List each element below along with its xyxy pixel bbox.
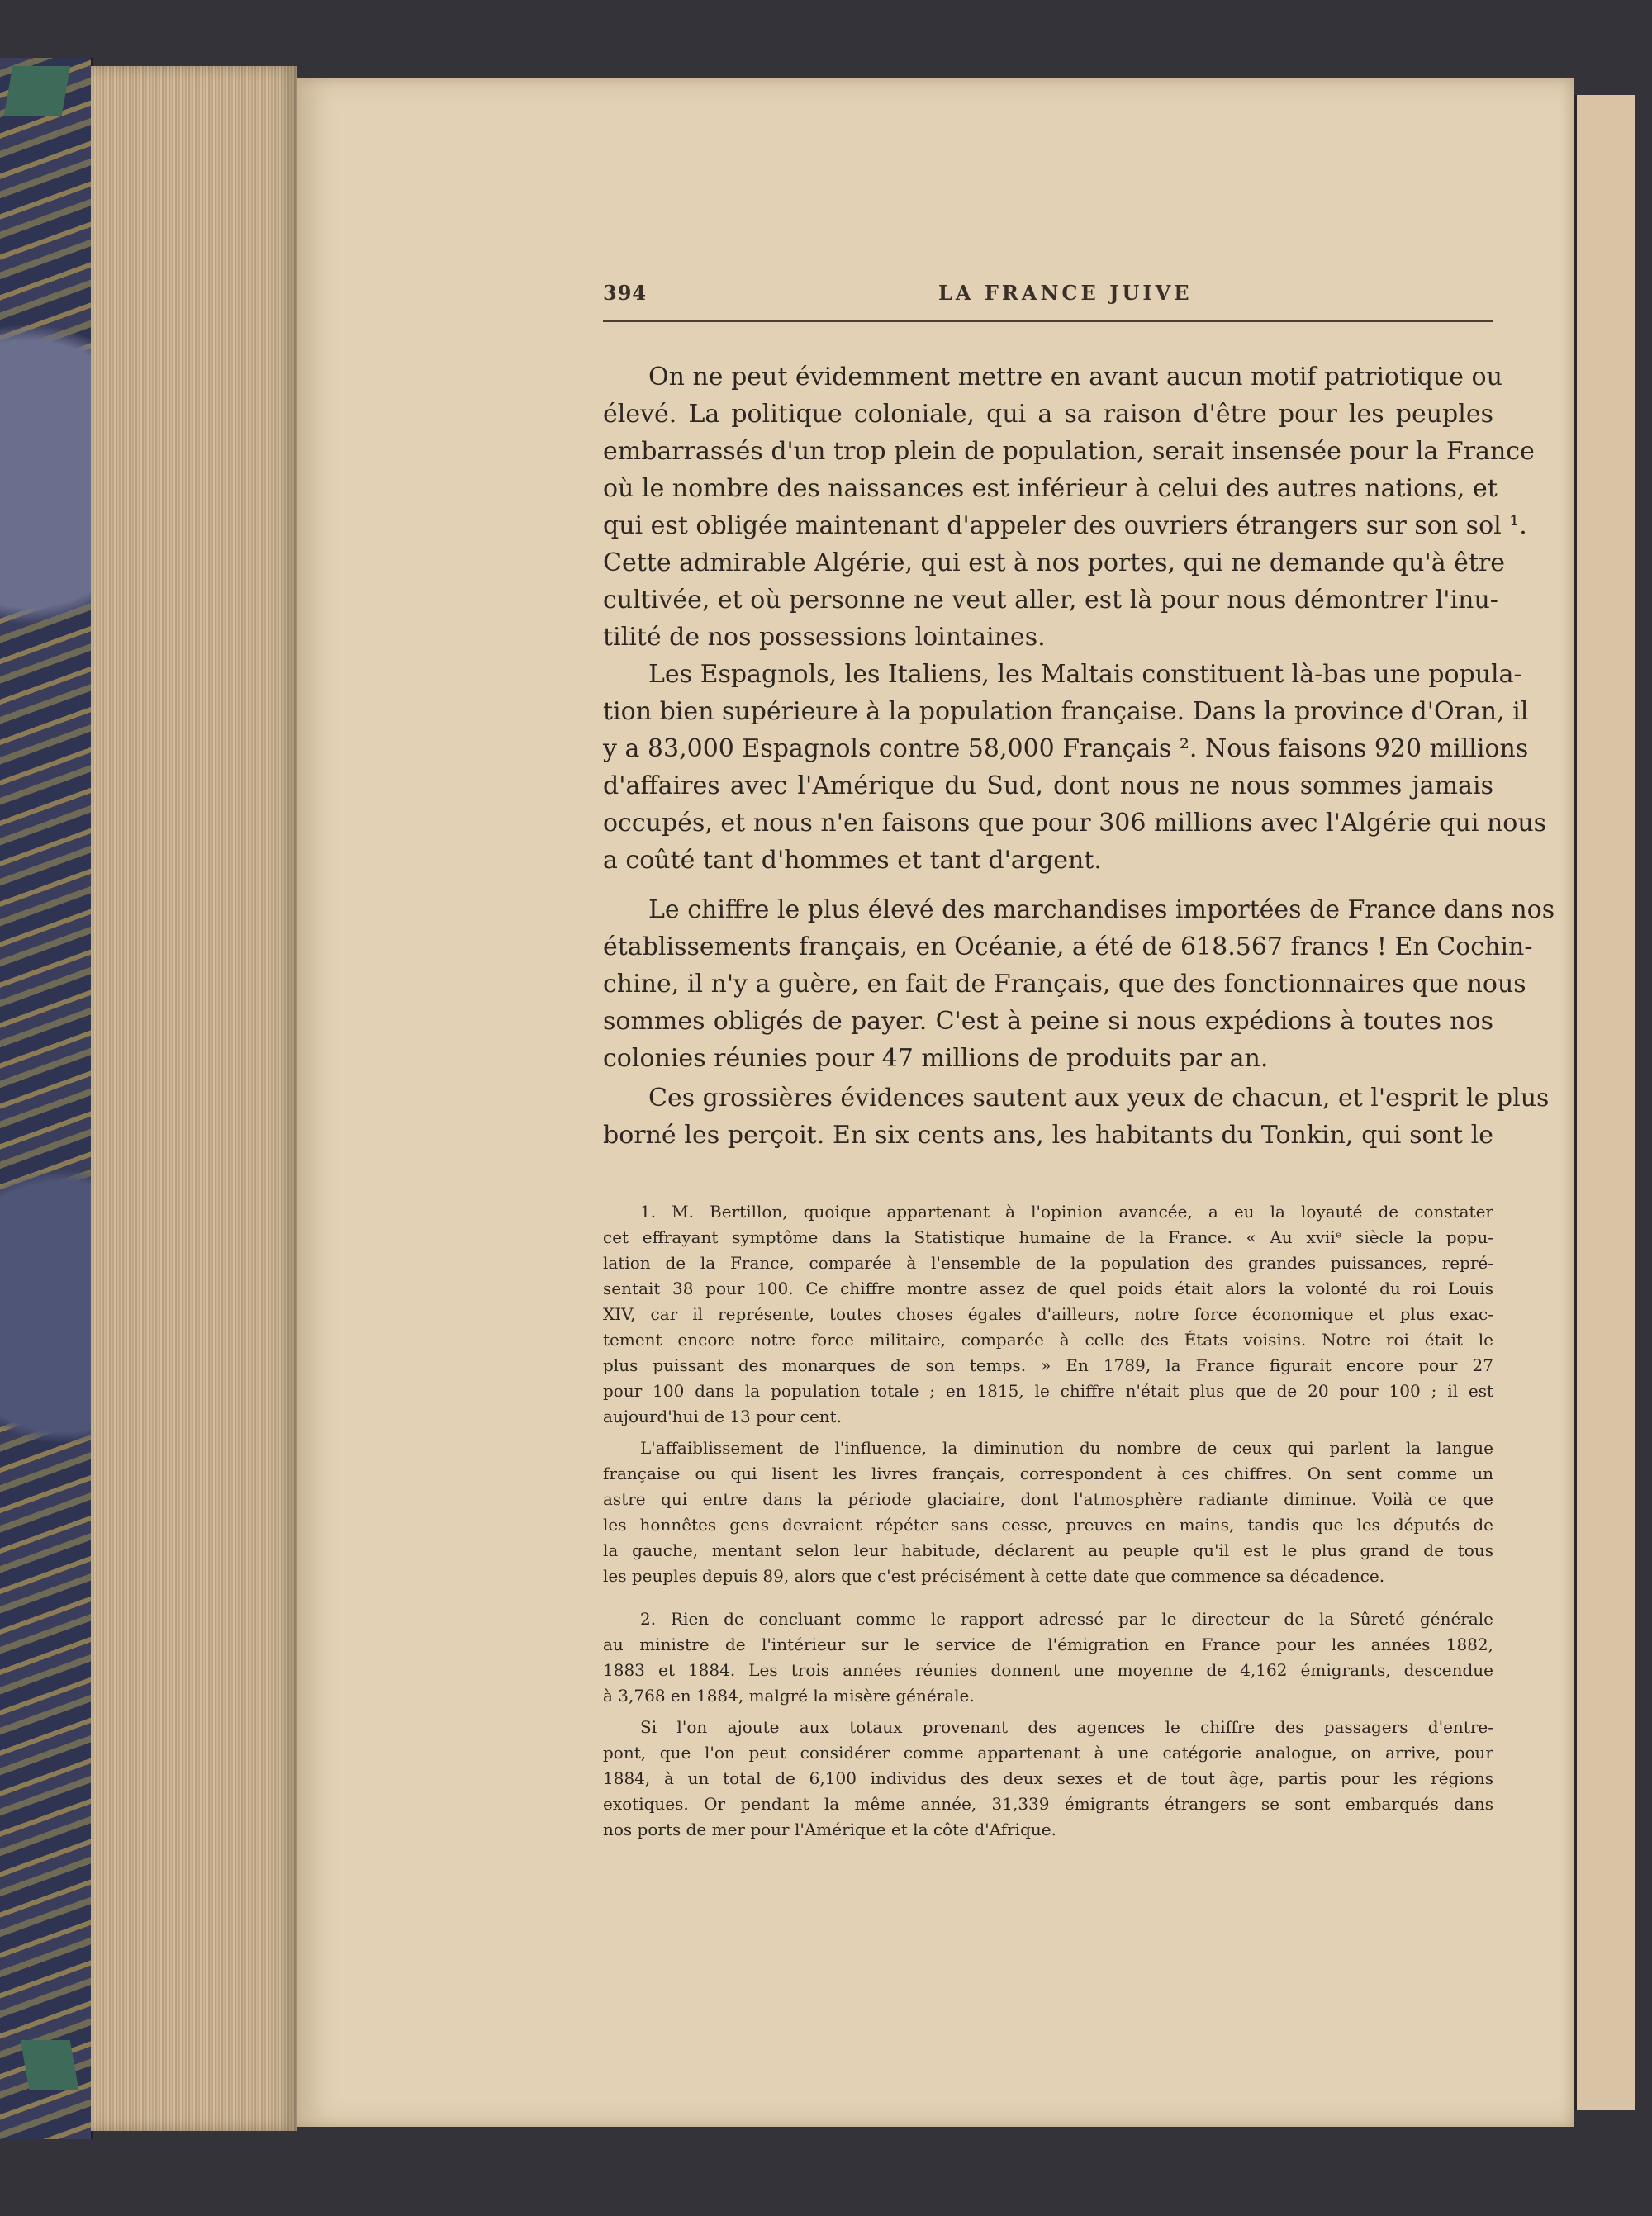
- footnote-line: 1883 et 1884. Les trois années réunies donnent une moyenne de 4,162 émigrants, descendue: [603, 1660, 1493, 1680]
- marbled-book-cover: [0, 58, 93, 2139]
- body-line: qui est obligée maintenant d'appeler des ouvriers étrangers sur son sol ¹.: [603, 511, 1527, 540]
- body-line: tion bien supérieure à la population française. Dans la province d'Oran, il: [603, 697, 1529, 726]
- footnote-line: au ministre de l'intérieur sur le service de l'émigration en France pour les années 1882,: [603, 1635, 1493, 1654]
- body-line: On ne peut évidemment mettre en avant aucun motif patriotique ou: [648, 363, 1502, 391]
- body-line: a coûté tant d'hommes et tant d'argent.: [603, 846, 1102, 875]
- cover-corner-top: [4, 66, 71, 116]
- body-line: cultivée, et où personne ne veut aller, est là pour nous démontrer l'inu-: [603, 586, 1498, 615]
- body-line: Le chiffre le plus élevé des marchandises importées de France dans nos: [648, 895, 1555, 924]
- body-line: Ces grossières évidences sautent aux yeux de chacun, et l'esprit le plus: [648, 1084, 1550, 1113]
- footnote-line: exotiques. Or pendant la même année, 31,339 émigrants étrangers se sont embarqués dans: [603, 1794, 1493, 1814]
- body-line: élevé. La politique coloniale, qui a sa raison d'être pour les peuples: [603, 400, 1493, 429]
- footnote-line: lation de la France, comparée à l'ensemble de la population des grandes puissances, repré-: [603, 1253, 1493, 1273]
- footnote-line: astre qui entre dans la période glaciaire, dont l'atmosphère radiante diminue. Voilà ce que: [603, 1489, 1493, 1509]
- body-line: où le nombre des naissances est inférieur à celui des autres nations, et: [603, 474, 1498, 503]
- footnote-line: Si l'on ajoute aux totaux provenant des agences le chiffre des passagers d'entre-: [640, 1717, 1493, 1737]
- body-line: occupés, et nous n'en faisons que pour 306 millions avec l'Algérie qui nous: [603, 809, 1547, 838]
- footnote-line: française ou qui lisent les livres français, correspondent à ces chiffres. On sent comme un: [603, 1464, 1493, 1483]
- body-line: borné les perçoit. En six cents ans, les habitants du Tonkin, qui sont le: [603, 1121, 1493, 1150]
- footnote-line: pont, que l'on peut considérer comme appartenant à une catégorie analogue, on arrive, pour: [603, 1743, 1493, 1763]
- facing-page-edge: [1574, 95, 1635, 2110]
- footnote-line: sentait 38 pour 100. Ce chiffre montre assez de quel poids était alors la volonté du roi Louis: [603, 1279, 1493, 1298]
- page-number: 394: [603, 281, 648, 305]
- footnote-line: la gauche, mentant selon leur habitude, déclarent au peuple qu'il est le plus grand de tous: [603, 1540, 1493, 1560]
- footnote-line: tement encore notre force militaire, comparée à celle des États voisins. Notre roi était le: [603, 1330, 1493, 1350]
- body-line: établissements français, en Océanie, a été de 618.567 francs ! En Cochin-: [603, 932, 1533, 961]
- body-line: embarrassés d'un trop plein de population, serait insensée pour la France: [603, 437, 1535, 466]
- footnote-line: L'affaiblissement de l'influence, la diminution du nombre de ceux qui parlent la langue: [640, 1438, 1493, 1458]
- footnote-line: plus puissant des monarques de son temps. » En 1789, la France figurait encore pour 27: [603, 1355, 1493, 1375]
- footnote-line: les peuples depuis 89, alors que c'est précisément à cette date que commence sa décadence.: [603, 1566, 1385, 1586]
- footnote-line: nos ports de mer pour l'Amérique et la côte d'Afrique.: [603, 1820, 1056, 1839]
- footnote-line: 1884, à un total de 6,100 individus des deux sexes et de tout âge, partis pour les régions: [603, 1768, 1493, 1788]
- running-title: LA FRANCE JUIVE: [938, 281, 1193, 305]
- body-line: tilité de nos possessions lointaines.: [603, 623, 1046, 652]
- footnote-line: pour 100 dans la population totale ; en 1815, le chiffre n'était plus que de 20 pour 100 ; il est: [603, 1381, 1493, 1401]
- footnote-line: cet effrayant symptôme dans la Statistique humaine de la France. « Au xviiᵉ siècle la popu-: [603, 1227, 1493, 1247]
- header-rule: [603, 320, 1493, 322]
- footnote-line: les honnêtes gens devraient répéter sans cesse, preuves en mains, tandis que les députés de: [603, 1515, 1493, 1535]
- body-line: Cette admirable Algérie, qui est à nos portes, qui ne demande qu'à être: [603, 548, 1506, 577]
- body-line: d'affaires avec l'Amérique du Sud, dont nous ne nous sommes jamais: [603, 771, 1493, 800]
- page-stack-edge: [91, 66, 297, 2131]
- footnote-line: 2. Rien de concluant comme le rapport adressé par le directeur de la Sûreté générale: [640, 1609, 1493, 1629]
- footnote-line: aujourd'hui de 13 pour cent.: [603, 1407, 843, 1426]
- body-line: colonies réunies pour 47 millions de produits par an.: [603, 1044, 1269, 1073]
- footnote-line: à 3,768 en 1884, malgré la misère générale.: [603, 1686, 975, 1706]
- body-line: chine, il n'y a guère, en fait de Français, que des fonctionnaires que nous: [603, 970, 1526, 999]
- body-line: Les Espagnols, les Italiens, les Maltais constituent là-bas une popula-: [648, 660, 1522, 689]
- footnote-line: XIV, car il représente, toutes choses égales d'ailleurs, notre force économique et plus exac-: [603, 1304, 1493, 1324]
- body-line: sommes obligés de payer. C'est à peine si nous expédions à toutes nos: [603, 1007, 1493, 1036]
- cover-corner-bottom: [21, 2040, 79, 2090]
- footnote-line: 1. M. Bertillon, quoique appartenant à l'opinion avancée, a eu la loyauté de constater: [640, 1202, 1493, 1222]
- body-line: y a 83,000 Espagnols contre 58,000 Français ². Nous faisons 920 millions: [603, 734, 1529, 763]
